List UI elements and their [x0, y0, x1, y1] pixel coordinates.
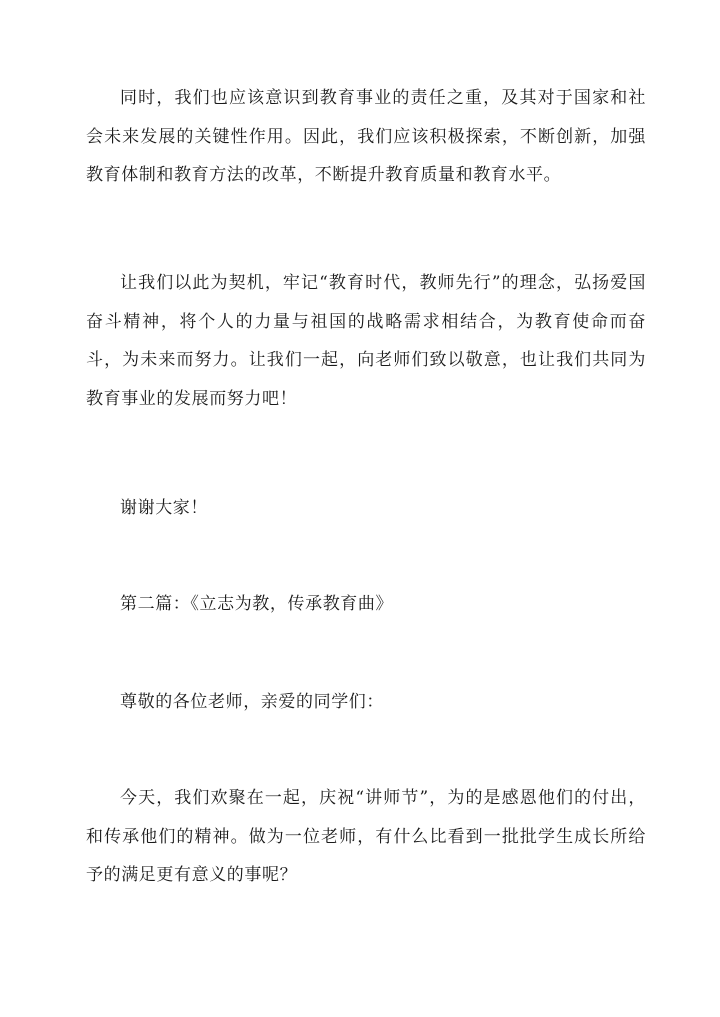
paragraph-education-responsibility: 同时，我们也应该意识到教育事业的责任之重，及其对于国家和社会未来发展的关键性作用。因此，我们应该积极探索，不断创新，加强教育体制和教育方法的改革，不断提升教育质量和教育水平。	[86, 88, 646, 185]
paragraph-celebration: 今天，我们欢聚在一起，庆祝“讲师节”，为的是感恩他们的付出，和传承他们的精神。做为一位老师，有什么比看到一批批学生成长所给予的满足更有意义的事呢？	[86, 788, 646, 885]
paragraph-call-to-action: 让我们以此为契机，牢记“教育时代，教师先行”的理念，弘扬爱国奋斗精神，将个人的力量与祖国的战略需求相结合，为教育使命而奋斗，为未来而努力。让我们一起，向老师们致以敬意，也让我们共同为教育事业的发展而努力吧！	[86, 273, 646, 409]
salutation: 尊敬的各位老师，亲爱的同学们：	[120, 692, 384, 712]
thanks-line: 谢谢大家！	[120, 498, 208, 518]
section-heading: 第二篇：《立志为教，传承教育曲》	[120, 594, 394, 614]
